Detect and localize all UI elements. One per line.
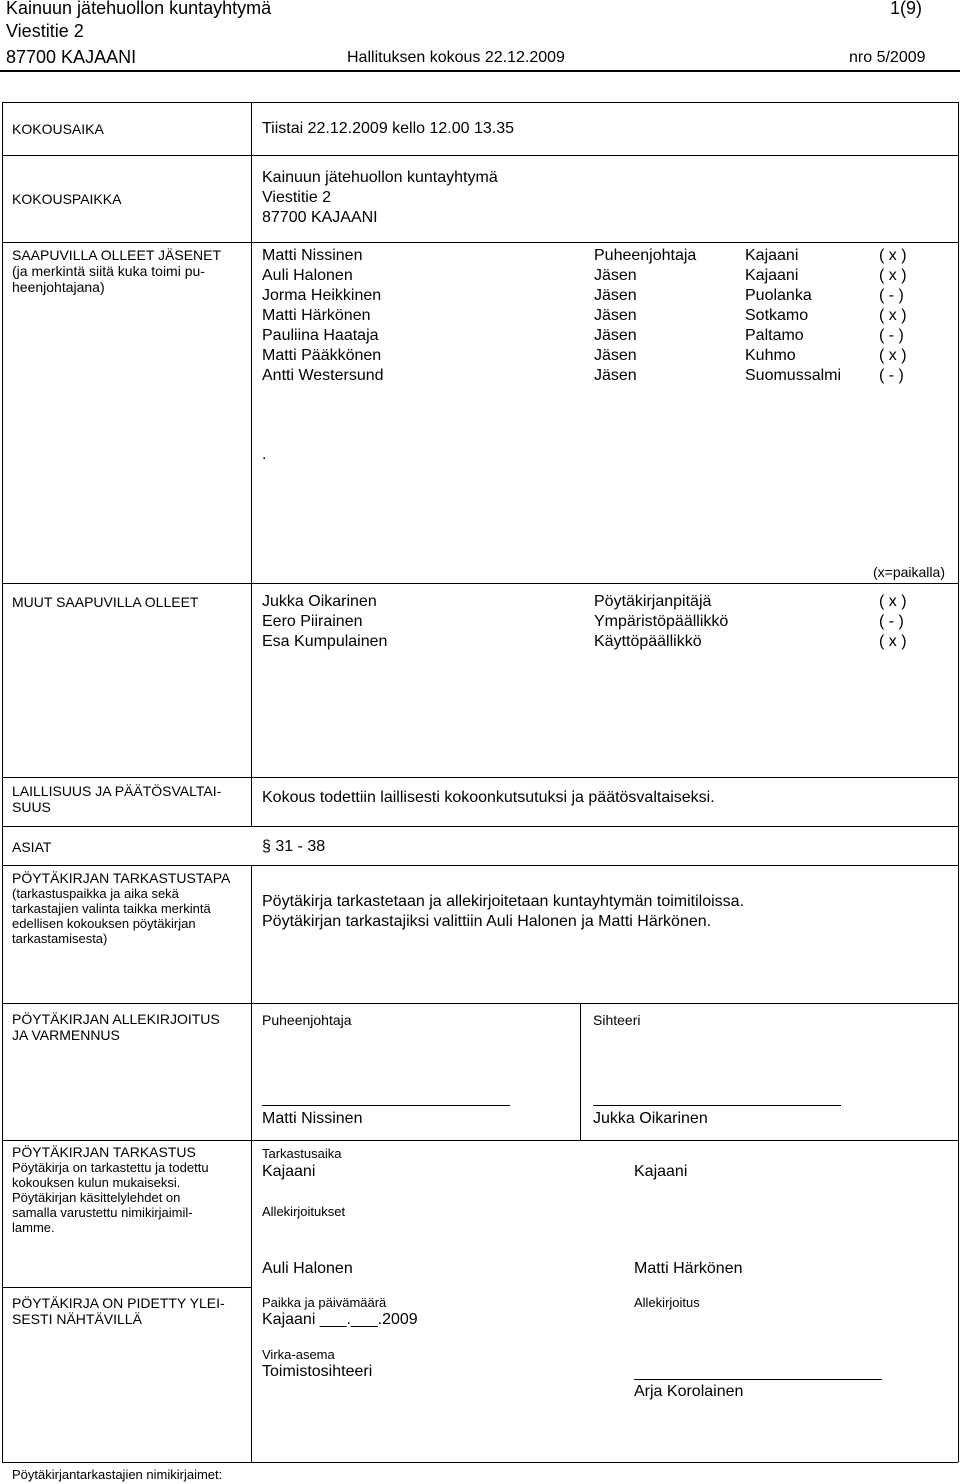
text-line: Pöytäkirja tarkastetaan ja allekirjoitetaan kuntayhtymän toimitiloissa. (262, 893, 745, 910)
others-label: MUUT SAAPUVILLA OLLEET (12, 594, 199, 610)
label-line: lamme. (12, 1220, 55, 1235)
other-roles (594, 592, 728, 652)
kokouspaikka-label: KOKOUSPAIKKA (12, 191, 122, 207)
nahtavilla-label (12, 1295, 225, 1327)
member-name: Matti Pääkkönen (262, 347, 382, 364)
presence-mark: ( x ) (879, 633, 907, 650)
member-name: Antti Westersund (262, 367, 384, 384)
member-name: Matti Nissinen (262, 247, 363, 264)
row-divider (2, 242, 958, 243)
other-names (262, 592, 387, 652)
presence-mark: ( x ) (879, 307, 907, 324)
members-label (12, 247, 221, 295)
chair-name: Matti Nissinen (262, 1110, 363, 1127)
member-name: Auli Halonen (262, 267, 353, 284)
header-rule (0, 70, 960, 72)
member-town: Kajaani (745, 267, 799, 284)
stray-dot: . (262, 446, 267, 463)
position: Toimistosihteeri (262, 1363, 373, 1380)
signature-label: Allekirjoitus (634, 1295, 700, 1310)
header-org: Kainuun jätehuollon kuntayhtymä (6, 0, 272, 18)
kokousaika-label: KOKOUSAIKA (12, 121, 104, 137)
other-name: Eero Piirainen (262, 613, 363, 630)
member-role: Jäsen (594, 287, 637, 304)
label-line: kokouksen kulun mukaiseksi. (12, 1175, 181, 1190)
text-line: Pöytäkirjan tarkastajiksi valittiin Auli Halonen ja Matti Härkönen. (262, 913, 712, 930)
label-line: SESTI NÄHTÄVILLÄ (12, 1311, 142, 1327)
label-line: PÖYTÄKIRJAN TARKASTUS (12, 1144, 196, 1160)
signer-right: Matti Härkönen (634, 1260, 743, 1277)
row-divider (2, 865, 958, 866)
member-town: Puolanka (745, 287, 812, 304)
label-line: PÖYTÄKIRJAN TARKASTUSTAPA (12, 870, 231, 886)
member-town: Kuhmo (745, 347, 796, 364)
address-line: Kainuun jätehuollon kuntayhtymä (262, 169, 498, 186)
asiat-label: ASIAT (12, 839, 52, 855)
allekirjoitus-label (12, 1011, 220, 1043)
member-role: Jäsen (594, 347, 637, 364)
member-presence (879, 246, 907, 386)
row-divider (2, 826, 958, 827)
signer-left: Auli Halonen (262, 1260, 353, 1277)
presence-mark: ( x ) (879, 593, 907, 610)
label-line: PÖYTÄKIRJA ON PIDETTY YLEI- (12, 1295, 225, 1311)
page-number: 1(9) (890, 0, 923, 18)
laillisuus-text: Kokous todettiin laillisesti kokoonkutsutuksi ja päätösvaltaiseksi. (262, 789, 715, 806)
presence-mark: ( - ) (879, 367, 904, 384)
member-name: Jorma Heikkinen (262, 287, 382, 304)
label-line: edellisen kokouksen pöytäkirjan (12, 916, 196, 931)
member-towns (745, 246, 841, 386)
asiat-value: § 31 - 38 (262, 838, 326, 855)
chair-signature-line (262, 1105, 510, 1106)
secretary-label: Sihteeri (593, 1012, 641, 1028)
member-roles (594, 246, 696, 386)
signatures-label: Allekirjoitukset (262, 1204, 346, 1219)
member-names (262, 246, 384, 386)
tarkastusaika-label: Tarkastusaika (262, 1146, 342, 1161)
label-line: PÖYTÄKIRJAN ALLEKIRJOITUS (12, 1011, 220, 1027)
kokouspaikka-address (262, 168, 498, 228)
place-date-label: Paikka ja päivämäärä (262, 1295, 387, 1310)
label-line: (ja merkintä siitä kuka toimi pu- (12, 263, 205, 279)
header-street: Viestitie 2 (6, 21, 84, 41)
place-date: Kajaani ___.___.2009 (262, 1311, 418, 1328)
other-name: Esa Kumpulainen (262, 633, 388, 650)
member-role: Puheenjohtaja (594, 247, 697, 264)
tarkastustapa-text (262, 892, 744, 932)
header-city: 87700 KAJAANI (6, 47, 137, 67)
address-line: Viestitie 2 (262, 189, 332, 206)
label-line: SAAPUVILLA OLLEET JÄSENET (12, 247, 222, 263)
other-name: Jukka Oikarinen (262, 593, 377, 610)
member-town: Kajaani (745, 247, 799, 264)
label-line: (tarkastuspaikka ja aika sekä (12, 886, 179, 901)
other-presence (879, 592, 907, 652)
table-border (958, 102, 959, 1462)
chair-label: Puheenjohtaja (262, 1012, 352, 1028)
member-role: Jäsen (594, 267, 637, 284)
member-town: Sotkamo (745, 307, 809, 324)
table-bottom (2, 1462, 958, 1463)
header-meeting: Hallituksen kokous 22.12.2009 (347, 49, 565, 66)
member-role: Jäsen (594, 307, 637, 324)
label-line: JA VARMENNUS (12, 1027, 120, 1043)
member-town: Suomussalmi (745, 367, 842, 384)
table-border (2, 102, 3, 1462)
column-divider (251, 865, 252, 1462)
table-border (2, 102, 958, 103)
label-line: LAILLISUUS JA PÄÄTÖSVALTAI- (12, 783, 222, 799)
position-label: Virka-asema (262, 1347, 335, 1362)
presence-legend: (x=paikalla) (873, 564, 945, 580)
presence-mark: ( - ) (879, 327, 904, 344)
member-name: Pauliina Haataja (262, 327, 379, 344)
member-role: Jäsen (594, 367, 637, 384)
label-line: Pöytäkirjan käsittelylehdet on (12, 1190, 181, 1205)
member-role: Jäsen (594, 327, 637, 344)
presence-mark: ( - ) (879, 287, 904, 304)
presence-mark: ( x ) (879, 247, 907, 264)
member-town: Paltamo (745, 327, 804, 344)
tarkastustapa-label (12, 871, 230, 946)
secretary-name: Jukka Oikarinen (593, 1110, 708, 1127)
row-divider (2, 1140, 958, 1141)
place-right: Kajaani (634, 1163, 688, 1180)
nahtavilla-signature-line (634, 1379, 882, 1380)
label-line: tarkastajien valinta taikka merkintä (12, 901, 211, 916)
secretary-signature-line (593, 1105, 841, 1106)
other-role: Ympäristöpäällikkö (594, 613, 729, 630)
label-line: samalla varustettu nimikirjaimil- (12, 1205, 193, 1220)
tarkastus-label (12, 1145, 209, 1235)
presence-mark: ( x ) (879, 267, 907, 284)
label-line: SUUS (12, 799, 51, 815)
label-line: Pöytäkirja on tarkastettu ja todettu (12, 1160, 209, 1175)
label-line: heenjohtajana) (12, 279, 105, 295)
row-divider (2, 777, 958, 778)
place-left: Kajaani (262, 1163, 316, 1180)
laillisuus-label (12, 783, 221, 815)
row-divider (2, 583, 958, 584)
row-divider (2, 155, 958, 156)
kokousaika-value: Tiistai 22.12.2009 kello 12.00 13.35 (262, 120, 515, 137)
other-role: Pöytäkirjanpitäjä (594, 593, 712, 610)
row-divider (2, 1287, 251, 1288)
column-divider (251, 102, 252, 827)
presence-mark: ( - ) (879, 613, 904, 630)
member-name: Matti Härkönen (262, 307, 371, 324)
nahtavilla-signer: Arja Korolainen (634, 1383, 744, 1400)
presence-mark: ( x ) (879, 347, 907, 364)
header-number: nro 5/2009 (849, 49, 926, 66)
row-divider (2, 1003, 958, 1004)
other-role: Käyttöpäällikkö (594, 633, 702, 650)
address-line: 87700 KAJAANI (262, 209, 378, 226)
footer-initials-label: Pöytäkirjantarkastajien nimikirjaimet: (12, 1467, 223, 1482)
label-line: tarkastamisesta) (12, 931, 108, 946)
signature-divider (580, 1003, 581, 1140)
